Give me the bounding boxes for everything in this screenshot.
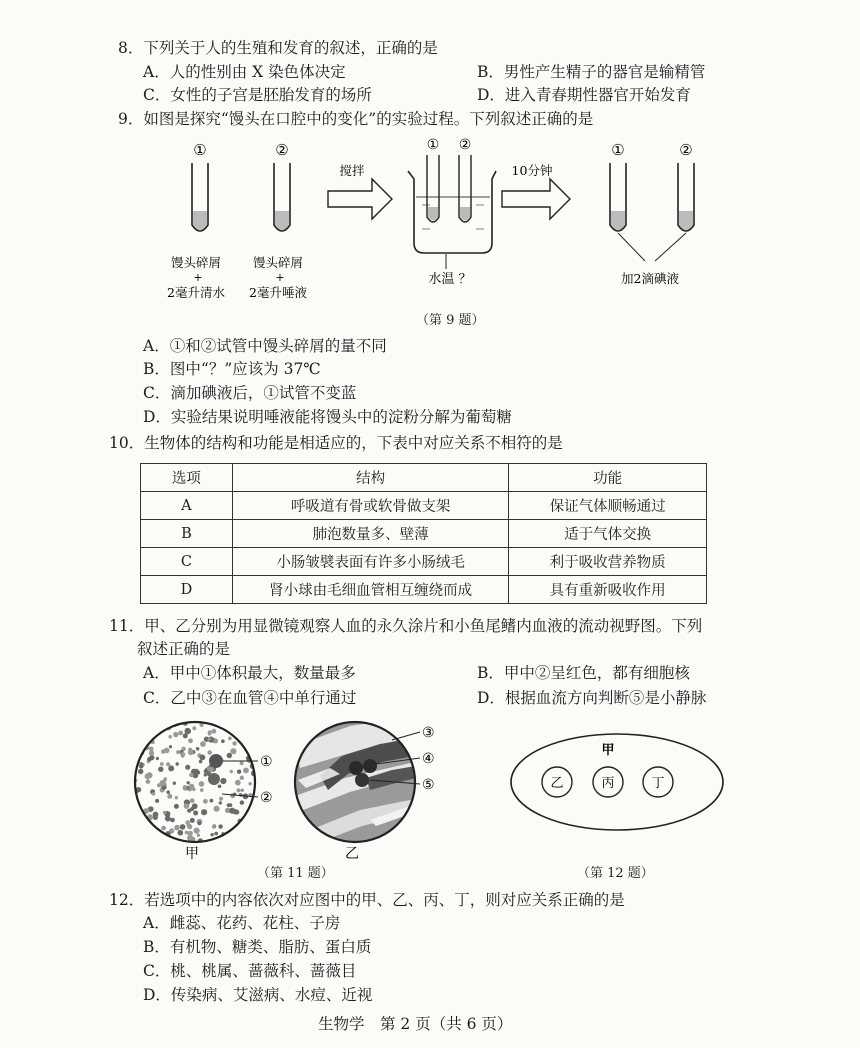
red-blood-cell [230, 748, 236, 754]
red-blood-cell [219, 801, 222, 804]
table-row [141, 576, 707, 604]
q11-caption: （第 11 题） [257, 866, 334, 881]
q9-final-tube2-number: ② [679, 141, 693, 159]
red-blood-cell [203, 799, 208, 804]
q12-outer-ellipse [511, 734, 723, 830]
q9-tube1-contents [193, 211, 207, 230]
red-blood-cell [160, 780, 166, 786]
red-blood-cell [152, 792, 156, 796]
red-blood-cell [190, 798, 195, 803]
red-blood-cell [229, 803, 233, 807]
red-blood-cell [251, 721, 255, 725]
red-blood-cell [185, 765, 190, 770]
red-blood-cell [248, 782, 251, 785]
q9-arrow-2 [502, 179, 570, 219]
red-blood-cell [208, 767, 214, 773]
table-cell-structure: 呼吸道有骨或软骨做支架 [232, 492, 509, 520]
q11-stem-line1: 11．甲、乙分别为用显微镜观察人血的永久涂片和小鱼尾鳍内血液的流动视野图。下列 [109, 617, 703, 635]
q9-beaker-tube1-number: ① [426, 137, 440, 153]
red-blood-cell [178, 830, 184, 836]
red-blood-cell [180, 752, 185, 757]
q9-tube2-plus: + [275, 271, 285, 284]
red-blood-cell [197, 821, 201, 825]
q12-option-c: C．桃、桃属、蔷薇科、蔷薇目 [143, 962, 357, 980]
red-blood-cell [169, 840, 172, 843]
table-cell-option: D [141, 576, 233, 604]
q8-option-d: D．进入青春期性器官开始发育 [477, 86, 691, 104]
q11-marker-4: ④ [422, 751, 435, 767]
red-blood-cell [235, 724, 238, 727]
table-row [141, 492, 707, 520]
red-blood-cell [158, 767, 163, 772]
red-blood-cell [156, 836, 160, 840]
red-blood-cell [207, 750, 212, 755]
page-footer: 生物学 第 2 页（共 6 页） [318, 1015, 513, 1033]
table-cell-function: 具有重新吸收作用 [509, 576, 707, 604]
red-blood-cell [170, 818, 175, 823]
red-blood-cell [138, 769, 143, 774]
q9-tube2-label2: 2毫升唾液 [249, 285, 307, 300]
red-blood-cell [212, 729, 217, 734]
red-blood-cell [174, 804, 179, 809]
q11-microscope-figure [130, 716, 460, 866]
red-blood-cell [193, 811, 198, 816]
red-blood-cell [168, 735, 172, 739]
q9-beaker [408, 171, 496, 253]
q12-option-a: A．雌蕊、花药、花柱、子房 [143, 914, 341, 932]
q12-stem: 12．若选项中的内容依次对应图中的甲、乙、丙、丁，则对应关系正确的是 [109, 891, 625, 909]
table-header-row [141, 464, 707, 492]
q12-circle2-label: 丙 [601, 776, 615, 791]
red-blood-cell [229, 808, 235, 814]
q11-marker-1: ① [260, 754, 273, 770]
table-cell-option: C [141, 548, 233, 576]
red-blood-cell [160, 762, 164, 766]
red-blood-cell [237, 770, 241, 774]
q12-circle1-label: 乙 [550, 776, 564, 791]
red-blood-cell [239, 834, 243, 838]
red-blood-cell [143, 826, 146, 829]
red-blood-cell [232, 741, 236, 745]
q11-marker-2: ② [260, 790, 273, 806]
red-blood-cell [149, 750, 154, 755]
red-blood-cell [208, 738, 211, 741]
q11-tail-fin-view [290, 716, 420, 846]
red-blood-cell [169, 745, 172, 748]
q9-iodine-label: 加2滴碘液 [621, 271, 679, 286]
red-blood-cell [167, 794, 172, 799]
red-blood-cell [176, 750, 180, 754]
q8-option-c: C．女性的子宫是胚胎发育的场所 [143, 86, 372, 104]
q8-option-a: A．人的性别由 X 染色体决定 [143, 63, 346, 81]
red-blood-cell [250, 838, 254, 842]
red-blood-cell [192, 726, 196, 730]
red-blood-cell [188, 738, 193, 743]
red-blood-cell [156, 757, 159, 760]
red-blood-cell [241, 789, 244, 792]
red-blood-cell [200, 788, 204, 792]
red-blood-cell [218, 785, 222, 789]
red-blood-cell [143, 738, 147, 742]
red-blood-cell [173, 732, 178, 737]
red-blood-cell [161, 749, 165, 753]
q9-tube1-label1: 馒头碎屑 [170, 255, 222, 270]
table-cell-option: A [141, 492, 233, 520]
q9-final-tube1-number: ① [611, 141, 625, 159]
q9-tube1-number: ① [193, 141, 207, 159]
q11-stem-line2: 叙述正确的是 [137, 640, 231, 658]
q12-caption: （第 12 题） [577, 866, 654, 881]
red-blood-cell [149, 755, 154, 760]
red-blood-cell [218, 722, 222, 726]
red-blood-cell [228, 723, 233, 728]
red-blood-cell [191, 769, 196, 774]
red-blood-cell [196, 747, 200, 751]
q11-label-jia: 甲 [185, 846, 199, 862]
red-blood-cell [199, 760, 203, 764]
red-blood-cell [187, 781, 190, 784]
red-blood-cell [190, 807, 194, 811]
red-blood-cell [200, 755, 206, 761]
red-blood-cell [137, 813, 143, 819]
red-blood-cell [135, 738, 140, 743]
red-blood-cell [234, 834, 238, 838]
q10-stem: 10．生物体的结构和功能是相适应的，下表中对应关系不相符的是 [109, 434, 563, 452]
q9-option-c: C．滴加碘液后，①试管不变蓝 [143, 384, 357, 402]
q9-beaker-tube2-number: ② [458, 137, 472, 153]
red-blood-cell [145, 774, 151, 780]
red-blood-cell [188, 831, 193, 836]
q12-circle3-label: 丁 [651, 776, 665, 791]
q9-option-b: B．图中“？”应该为 37℃ [143, 360, 321, 378]
red-blood-cell [248, 815, 254, 821]
red-blood-cell [189, 784, 194, 789]
red-blood-cell [239, 725, 244, 730]
q9-beaker-label: 水温 ？ [428, 272, 472, 287]
red-blood-cell [194, 828, 200, 834]
red-blood-cell [230, 770, 233, 773]
red-blood-cell [173, 782, 176, 785]
table-row [141, 520, 707, 548]
red-blood-cell [148, 721, 154, 727]
red-blood-cell [240, 800, 244, 804]
red-blood-cell [174, 825, 180, 831]
red-blood-cell [210, 799, 214, 803]
red-blood-cell [166, 762, 170, 766]
red-blood-cell [190, 818, 195, 823]
red-blood-cell [240, 761, 244, 765]
table-cell-function: 适于气体交换 [509, 520, 707, 548]
red-blood-cell [199, 781, 205, 787]
red-blood-cell [183, 785, 187, 789]
red-blood-cell [201, 809, 207, 815]
red-blood-cell [197, 834, 200, 837]
red-blood-cell [227, 753, 232, 758]
table-header-structure: 结构 [232, 464, 509, 492]
q10-table [140, 463, 707, 604]
red-blood-cell [163, 811, 167, 815]
q8-option-b: B．男性产生精子的器官是输精管 [477, 63, 706, 81]
red-blood-cell [184, 803, 190, 809]
red-blood-cell [135, 750, 139, 754]
q9-tube2-number: ② [275, 141, 289, 159]
q11-option-c: C．乙中③在血管④中单行通过 [143, 689, 357, 707]
red-blood-cell [153, 838, 158, 843]
red-blood-cell [146, 779, 151, 784]
table-header-option: 选项 [141, 464, 233, 492]
red-blood-cell [249, 729, 255, 735]
red-blood-cell [232, 837, 238, 843]
table-cell-option: B [141, 520, 233, 548]
red-blood-cell [219, 797, 223, 801]
table-cell-function: 利于吸收营养物质 [509, 548, 707, 576]
q9-tube2-label1: 馒头碎屑 [252, 255, 304, 270]
red-blood-cell [149, 806, 154, 811]
q9-stem: 9．如图是探究“馒头在口腔中的变化”的实验过程。下列叙述正确的是 [118, 110, 594, 128]
red-blood-cell [155, 799, 159, 803]
q11-white-blood-cell [209, 754, 223, 768]
q9-caption: （第 9 题） [416, 313, 485, 328]
red-blood-cell [187, 823, 192, 828]
q9-pointer-line-2 [655, 233, 686, 261]
red-blood-cell [180, 824, 186, 830]
red-blood-cell [221, 739, 225, 743]
q9-pointer-line-1 [618, 233, 645, 261]
red-blood-cell [176, 762, 179, 765]
table-row [141, 548, 707, 576]
q9-arrow1-label: 搅拌 [339, 163, 365, 178]
red-blood-cell [247, 720, 251, 724]
q8-stem: 8．下列关于人的生殖和发育的叙述，正确的是 [118, 39, 438, 57]
q11-option-b: B．甲中②呈红色，都有细胞核 [477, 664, 690, 682]
red-blood-cell [200, 741, 206, 747]
red-blood-cell [218, 824, 222, 828]
q9-arrow-1 [328, 179, 392, 219]
red-blood-cell [213, 720, 217, 724]
q12-venn-figure [505, 730, 735, 840]
red-blood-cell [243, 768, 249, 774]
q11-marker-5: ⑤ [422, 777, 435, 793]
red-blood-cell [142, 740, 146, 744]
red-blood-cell [240, 776, 244, 780]
red-blood-cell [235, 780, 241, 786]
table-cell-structure: 小肠皱襞表面有许多小肠绒毛 [232, 548, 509, 576]
red-blood-cell [178, 731, 183, 736]
red-blood-cell [154, 725, 157, 728]
q11-label-yi: 乙 [345, 846, 359, 862]
q11-marker-line-3 [392, 732, 420, 740]
red-blood-cell [220, 778, 226, 784]
q9-tube2-contents [275, 211, 289, 230]
red-blood-cell [214, 806, 220, 812]
red-blood-cell [228, 737, 232, 741]
q9-tube1-plus: + [193, 271, 203, 284]
red-blood-cell [166, 790, 170, 794]
red-blood-cell [185, 728, 189, 732]
red-blood-cell [250, 742, 254, 746]
red-blood-cell [153, 812, 159, 818]
red-blood-cell [133, 837, 138, 842]
q9-tube1-label2: 2毫升清水 [167, 285, 225, 300]
q11-white-blood-cell [208, 773, 220, 785]
red-blood-cell [249, 827, 253, 831]
red-blood-cell [214, 832, 218, 836]
table-cell-function: 保证气体顺畅通过 [509, 492, 707, 520]
red-blood-cell [165, 816, 171, 822]
q9-arrow2-label: 10分钟 [511, 163, 553, 178]
q11-option-a: A．甲中①体积最大，数量最多 [143, 664, 356, 682]
red-blood-cell [153, 725, 159, 731]
q9-option-a: A．①和②试管中馒头碎屑的量不同 [143, 337, 387, 355]
red-blood-cell [175, 796, 178, 799]
q12-option-d: D．传染病、艾滋病、水痘、近视 [143, 986, 373, 1004]
red-blood-cell [161, 826, 166, 831]
q11-marker-3: ③ [422, 725, 435, 741]
q9-option-d: D．实验结果说明唾液能将馒头中的淀粉分解为葡萄糖 [143, 408, 512, 426]
red-blood-cell [211, 833, 214, 836]
red-blood-cell [168, 765, 174, 771]
table-header-function: 功能 [509, 464, 707, 492]
q12-outer-label: 甲 [601, 743, 615, 758]
red-blood-cell [236, 788, 240, 792]
q9-experiment-figure [140, 133, 740, 315]
red-blood-cell [208, 732, 211, 735]
table-cell-structure: 肺泡数量多、壁薄 [232, 520, 509, 548]
red-blood-cell [183, 733, 188, 738]
table-cell-structure: 肾小球由毛细血管相互缠绕而成 [232, 576, 509, 604]
red-blood-cell [188, 748, 192, 752]
red-blood-cell [204, 773, 207, 776]
q12-option-b: B．有机物、糖类、脂肪、蛋白质 [143, 938, 372, 956]
red-blood-cell [243, 822, 249, 828]
red-blood-cell [212, 825, 216, 829]
red-blood-cell [152, 720, 158, 726]
q11-option-d: D．根据血流方向判断⑤是小静脉 [477, 689, 707, 707]
